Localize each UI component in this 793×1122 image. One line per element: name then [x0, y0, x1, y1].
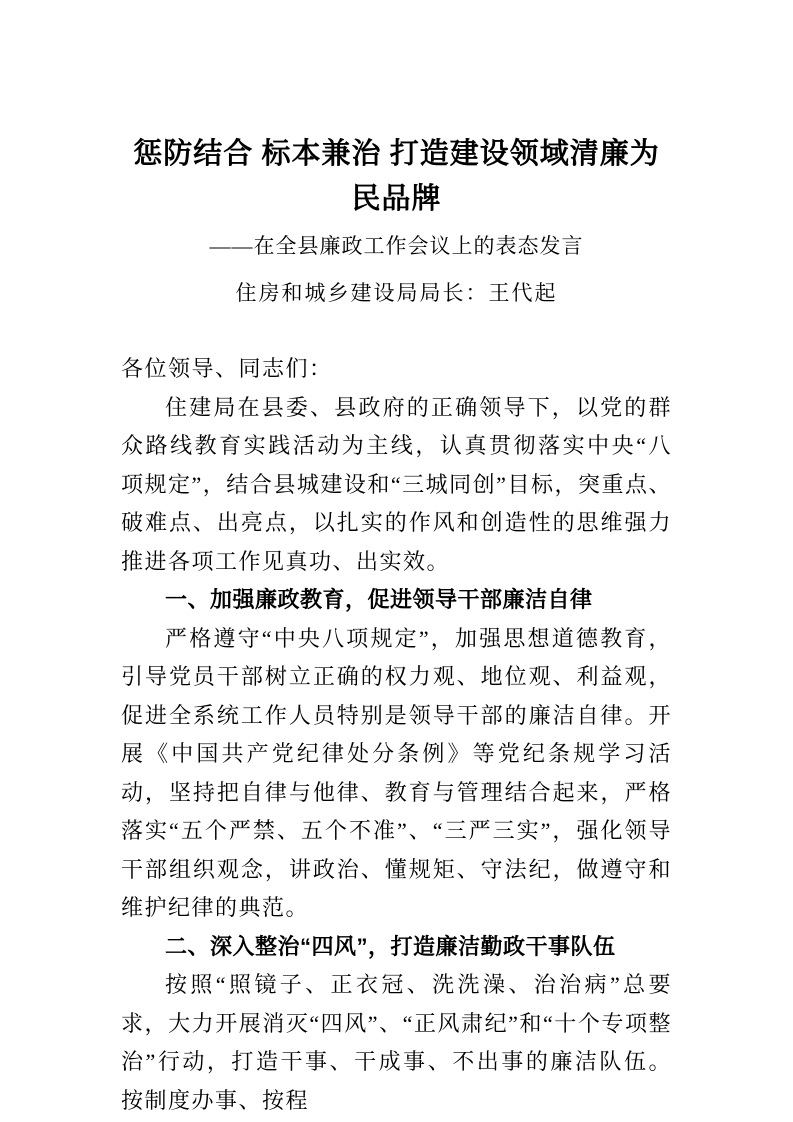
paragraph-section-1: 严格遵守“中央八项规定”，加强思想道德教育，引导党员干部树立正确的权力观、地位观、利益观，促进全系统工作人员特别是领导干部的廉洁自律。开展《中国共产党纪律处分条例》等党纪条规学习活动，坚持把自律与他律、教育与管理结合起来，严格落实“五个严禁、五个不准”、“三严三实”，强化领导干部组织观念，讲政治、懂规矩、守法纪，做遵守和维护纪律的典范。 [121, 625, 672, 920]
document-author-line: 住房和城乡建设局局长：王代起 [235, 281, 558, 305]
section-heading-2: 二、深入整治“四风”，打造廉洁勤政干事队伍 [165, 933, 616, 959]
title-line-2: 民品牌 [351, 183, 442, 215]
document-subtitle: ——在全县廉政工作会议上的表态发言 [209, 234, 584, 258]
section-heading-1: 一、加强廉政教育，促进领导干部廉洁自律 [165, 587, 593, 612]
salutation: 各位领导、同志们： [121, 356, 333, 381]
document-title [121, 132, 672, 222]
paragraph-intro: 住建局在县委、县政府的正确领导下，以党的群众路线教育实践活动为主线，认真贯彻落实中央“八项规定”，结合县城建设和“三城同创”目标，突重点、破难点、出亮点，以扎实的作风和创造性的思维强力推进各项工作见真功、出实效。 [121, 394, 672, 574]
document-content [121, 0, 672, 1120]
document-body [121, 350, 672, 1120]
title-line-1: 惩防结合 标本兼治 打造建设领域清廉为 [133, 138, 660, 170]
paragraph-section-2: 按照“照镜子、正衣冠、洗洗澡、治治病”总要求，大力开展消灭“四风”、“正风肃纪”和“十个专项整治”行动，打造干事、干成事、不出事的廉洁队伍。按制度办事、按程 [121, 972, 672, 1113]
